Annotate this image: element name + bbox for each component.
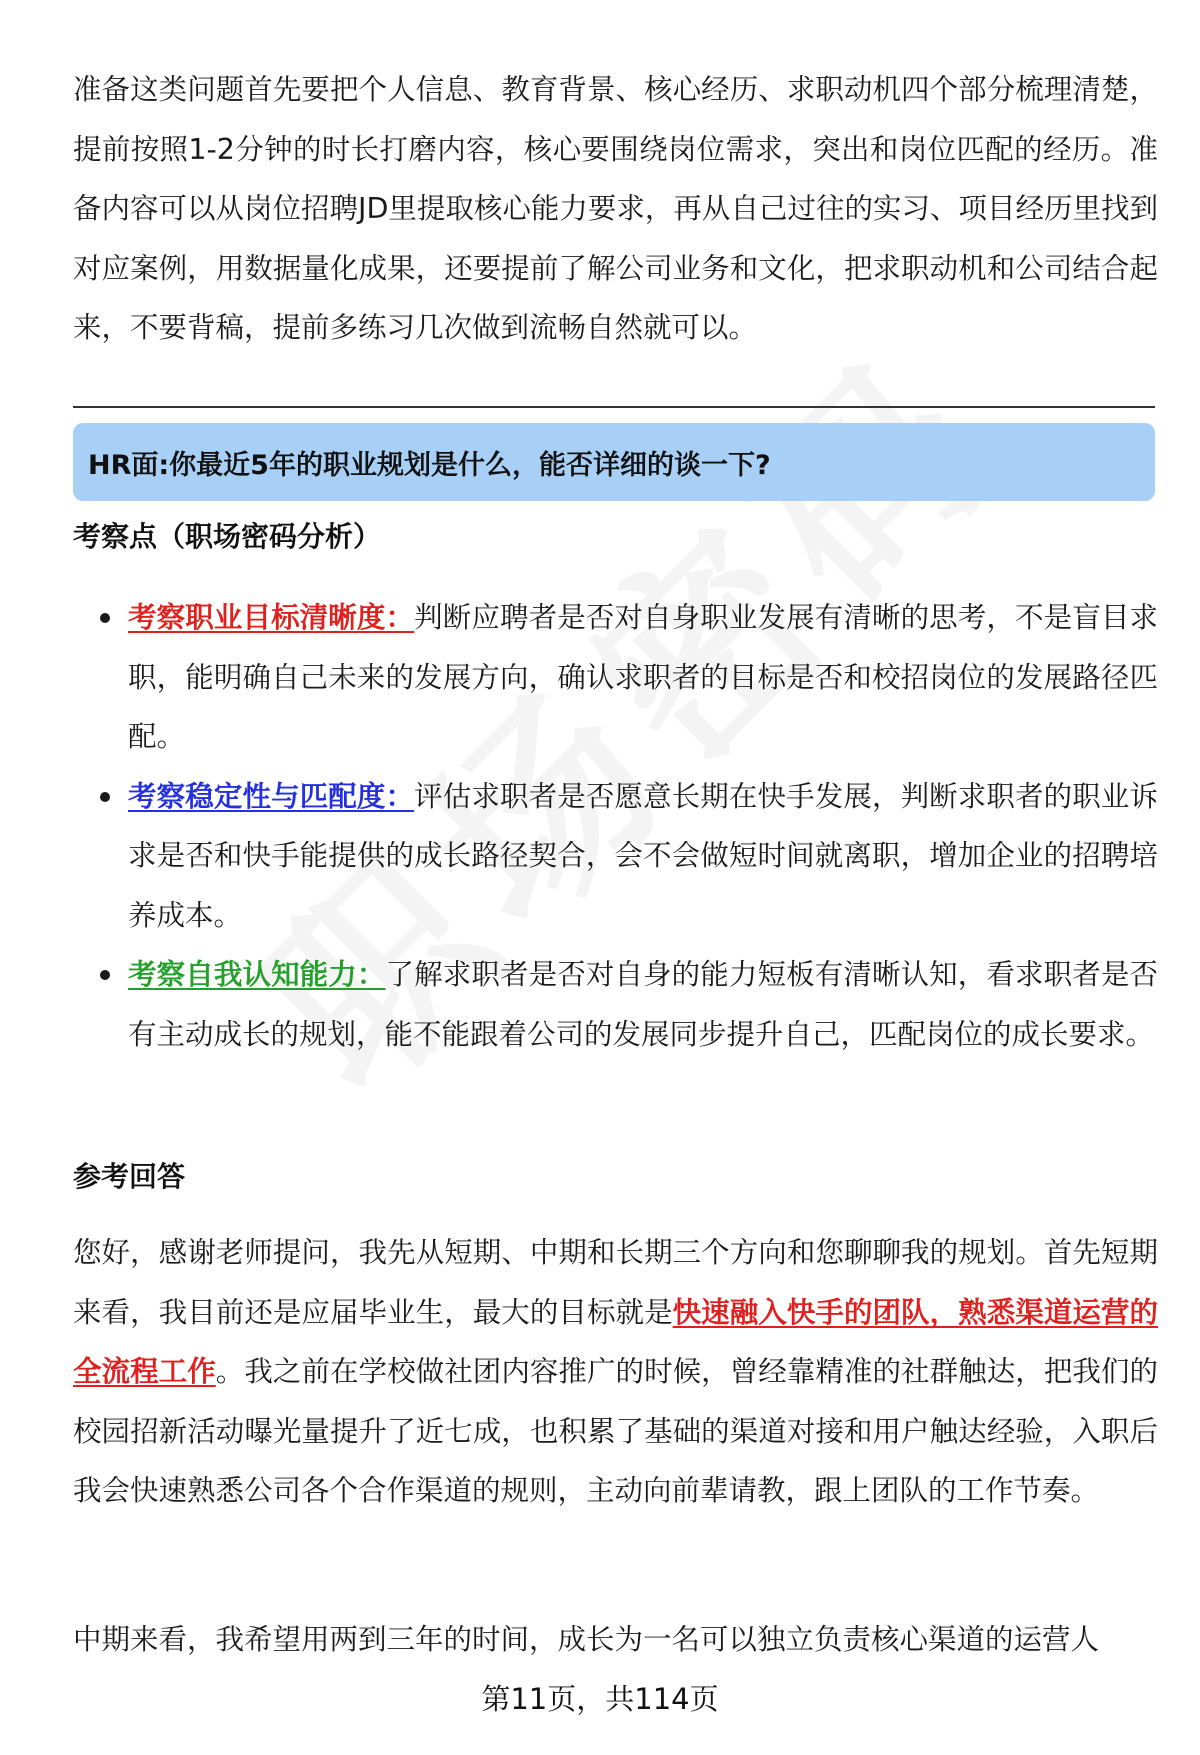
answer-paragraph-1 (73, 1223, 1158, 1521)
point-text: 了解求职者是否对自身的能力短板有清晰认知，看求职者是否有主动成长的规划，能不能跟着公司的发展同步提升自己，匹配岗位的成长要求。 (128, 958, 1158, 1051)
point-keyword: 考察职业目标清晰度： (128, 601, 415, 634)
list-item (73, 588, 1158, 767)
answer-highlight: 快速融入快手的团队，熟悉渠道运营的全流程工作 (73, 1295, 1158, 1388)
list-item (73, 945, 1158, 1064)
question-text: HR面:你最近5年的职业规划是什么，能否详细的谈一下? (88, 449, 771, 481)
section-divider (73, 406, 1155, 408)
point-keyword: 考察稳定性与匹配度： (128, 779, 415, 813)
list-item (73, 767, 1158, 946)
bullet-dot (100, 792, 110, 802)
page-number: 第11页，共114页 (481, 1682, 719, 1716)
question-box (73, 423, 1155, 501)
answer-heading: 参考回答 (73, 1160, 186, 1193)
points-heading: 考察点（职场密码分析） (73, 520, 382, 553)
bullet-dot (100, 613, 110, 623)
answer-text: 您好，感谢老师提问，我先从短期、中期和长期三个方向和您聊聊我的规划。首先短期来看，我目前还是应届毕业生，最大的目标就是 (73, 1236, 1158, 1329)
point-text: 判断应聘者是否对自身职业发展有清晰的思考，不是盲目求职，能明确自己未来的发展方向，确认求职者的目标是否和校招岗位的发展路径匹配。 (128, 601, 1158, 753)
point-keyword: 考察自我认知能力： (128, 958, 386, 991)
point-text: 评估求职者是否愿意长期在快手发展，判断求职者的职业诉求是否和快手能提供的成长路径契合，会不会做短时间就离职，增加企业的招聘培养成本。 (128, 779, 1158, 932)
intro-paragraph: 准备这类问题首先要把个人信息、教育背景、核心经历、求职动机四个部分梳理清楚，提前按照1-2分钟的时长打磨内容，核心要围绕岗位需求，突出和岗位匹配的经历。准备内容可以从岗位招聘JD里提取核心能力要求，再从自己过往的实习、项目经历里找到对应案例，用数据量化成果，还要提前了解公司业务和文化，把求职动机和公司结合起来，不要背稿，提前多练习几次做到流畅自然就可以。 (73, 73, 1158, 344)
points-list (73, 588, 1158, 1064)
answer-text: 。我之前在学校做社团内容推广的时候，曾经靠精准的社群触达，把我们的校园招新活动曝光量提升了近七成，也积累了基础的渠道对接和用户触达经验，入职后我会快速熟悉公司各个合作渠道的规则，主动向前辈请教，跟上团队的工作节奏。 (73, 1355, 1158, 1507)
answer-paragraph-2: 中期来看，我希望用两到三年的时间，成长为一名可以独立负责核心渠道的运营人 (73, 1623, 1100, 1656)
bullet-dot (100, 970, 110, 980)
